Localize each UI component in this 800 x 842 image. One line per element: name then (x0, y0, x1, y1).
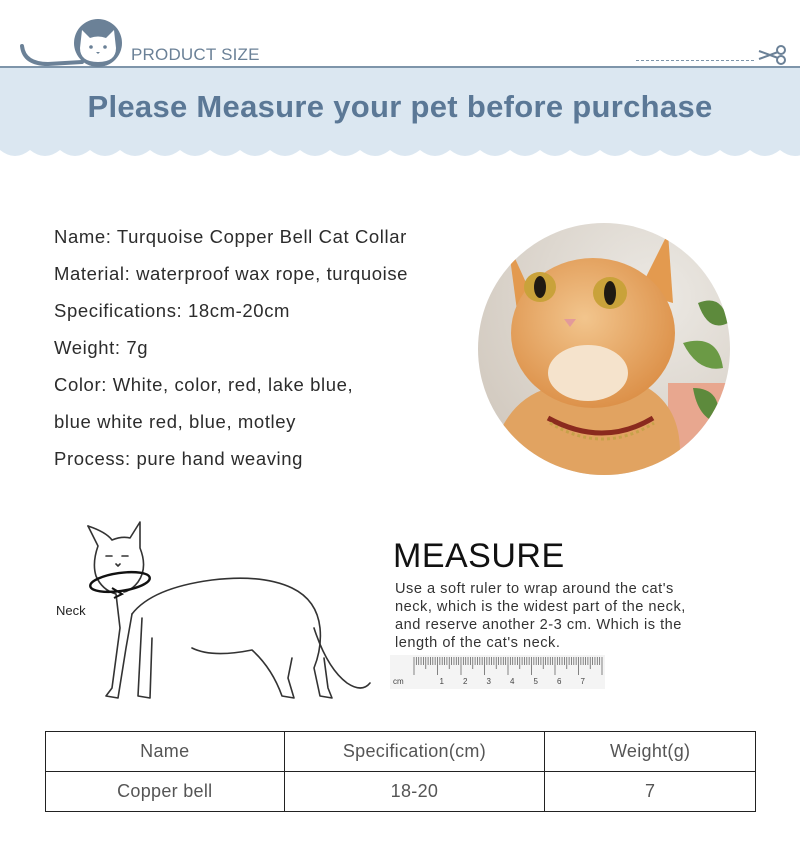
spec-list (54, 226, 408, 485)
spec-specifications: Specifications: 18cm-20cm (54, 300, 291, 321)
measure-title: MEASURE (393, 537, 565, 575)
spec-material: Material: waterproof wax rope, turquoise (54, 263, 409, 284)
spec-weight: Weight: 7g (54, 337, 149, 358)
table-cell: Copper bell (46, 772, 285, 812)
ruler-number: 2 (463, 677, 468, 686)
table-cell: 7 (545, 772, 756, 812)
wave-edge (0, 140, 800, 162)
table-header-cell: Name (46, 732, 285, 772)
page-title: Please Measure your pet before purchase (87, 89, 713, 124)
measure-line: length of the cat's neck. (395, 635, 561, 651)
table-header-cell: Specification(cm) (284, 732, 545, 772)
neck-label: Neck (56, 603, 86, 618)
measure-line: and reserve another 2-3 cm. Which is the (395, 617, 682, 633)
ruler-number: 4 (510, 677, 515, 686)
ruler-number: 5 (533, 677, 538, 686)
ruler-number: 6 (557, 677, 562, 686)
section-label: PRODUCT SIZE (131, 45, 260, 64)
table-header-row (46, 732, 756, 772)
ruler-number: 1 (439, 677, 444, 686)
measure-line: neck, which is the widest part of the neck, (395, 599, 686, 615)
spec-name: Name: Turquoise Copper Bell Cat Collar (54, 226, 407, 247)
table-row (46, 772, 756, 812)
table-header-cell: Weight(g) (545, 732, 756, 772)
ruler-icon (390, 655, 605, 689)
spec-color: Color: White, color, red, lake blue, (54, 374, 354, 395)
size-table (45, 731, 756, 812)
ruler-unit-label: cm (393, 677, 404, 686)
ruler-number: 7 (580, 677, 585, 686)
ruler-number: 3 (486, 677, 491, 686)
cat-outline-drawing (82, 518, 372, 708)
spec-process: Process: pure hand weaving (54, 448, 304, 469)
measure-line: Use a soft ruler to wrap around the cat's (395, 581, 674, 597)
table-cell: 18-20 (284, 772, 545, 812)
spec-color-continued: blue white red, blue, motley (54, 411, 297, 432)
cat-face-logo-icon (18, 18, 128, 70)
cat-photo (478, 223, 730, 475)
dashed-cut-line (636, 60, 754, 61)
measure-instructions (395, 580, 750, 652)
scissors-icon (755, 44, 789, 66)
